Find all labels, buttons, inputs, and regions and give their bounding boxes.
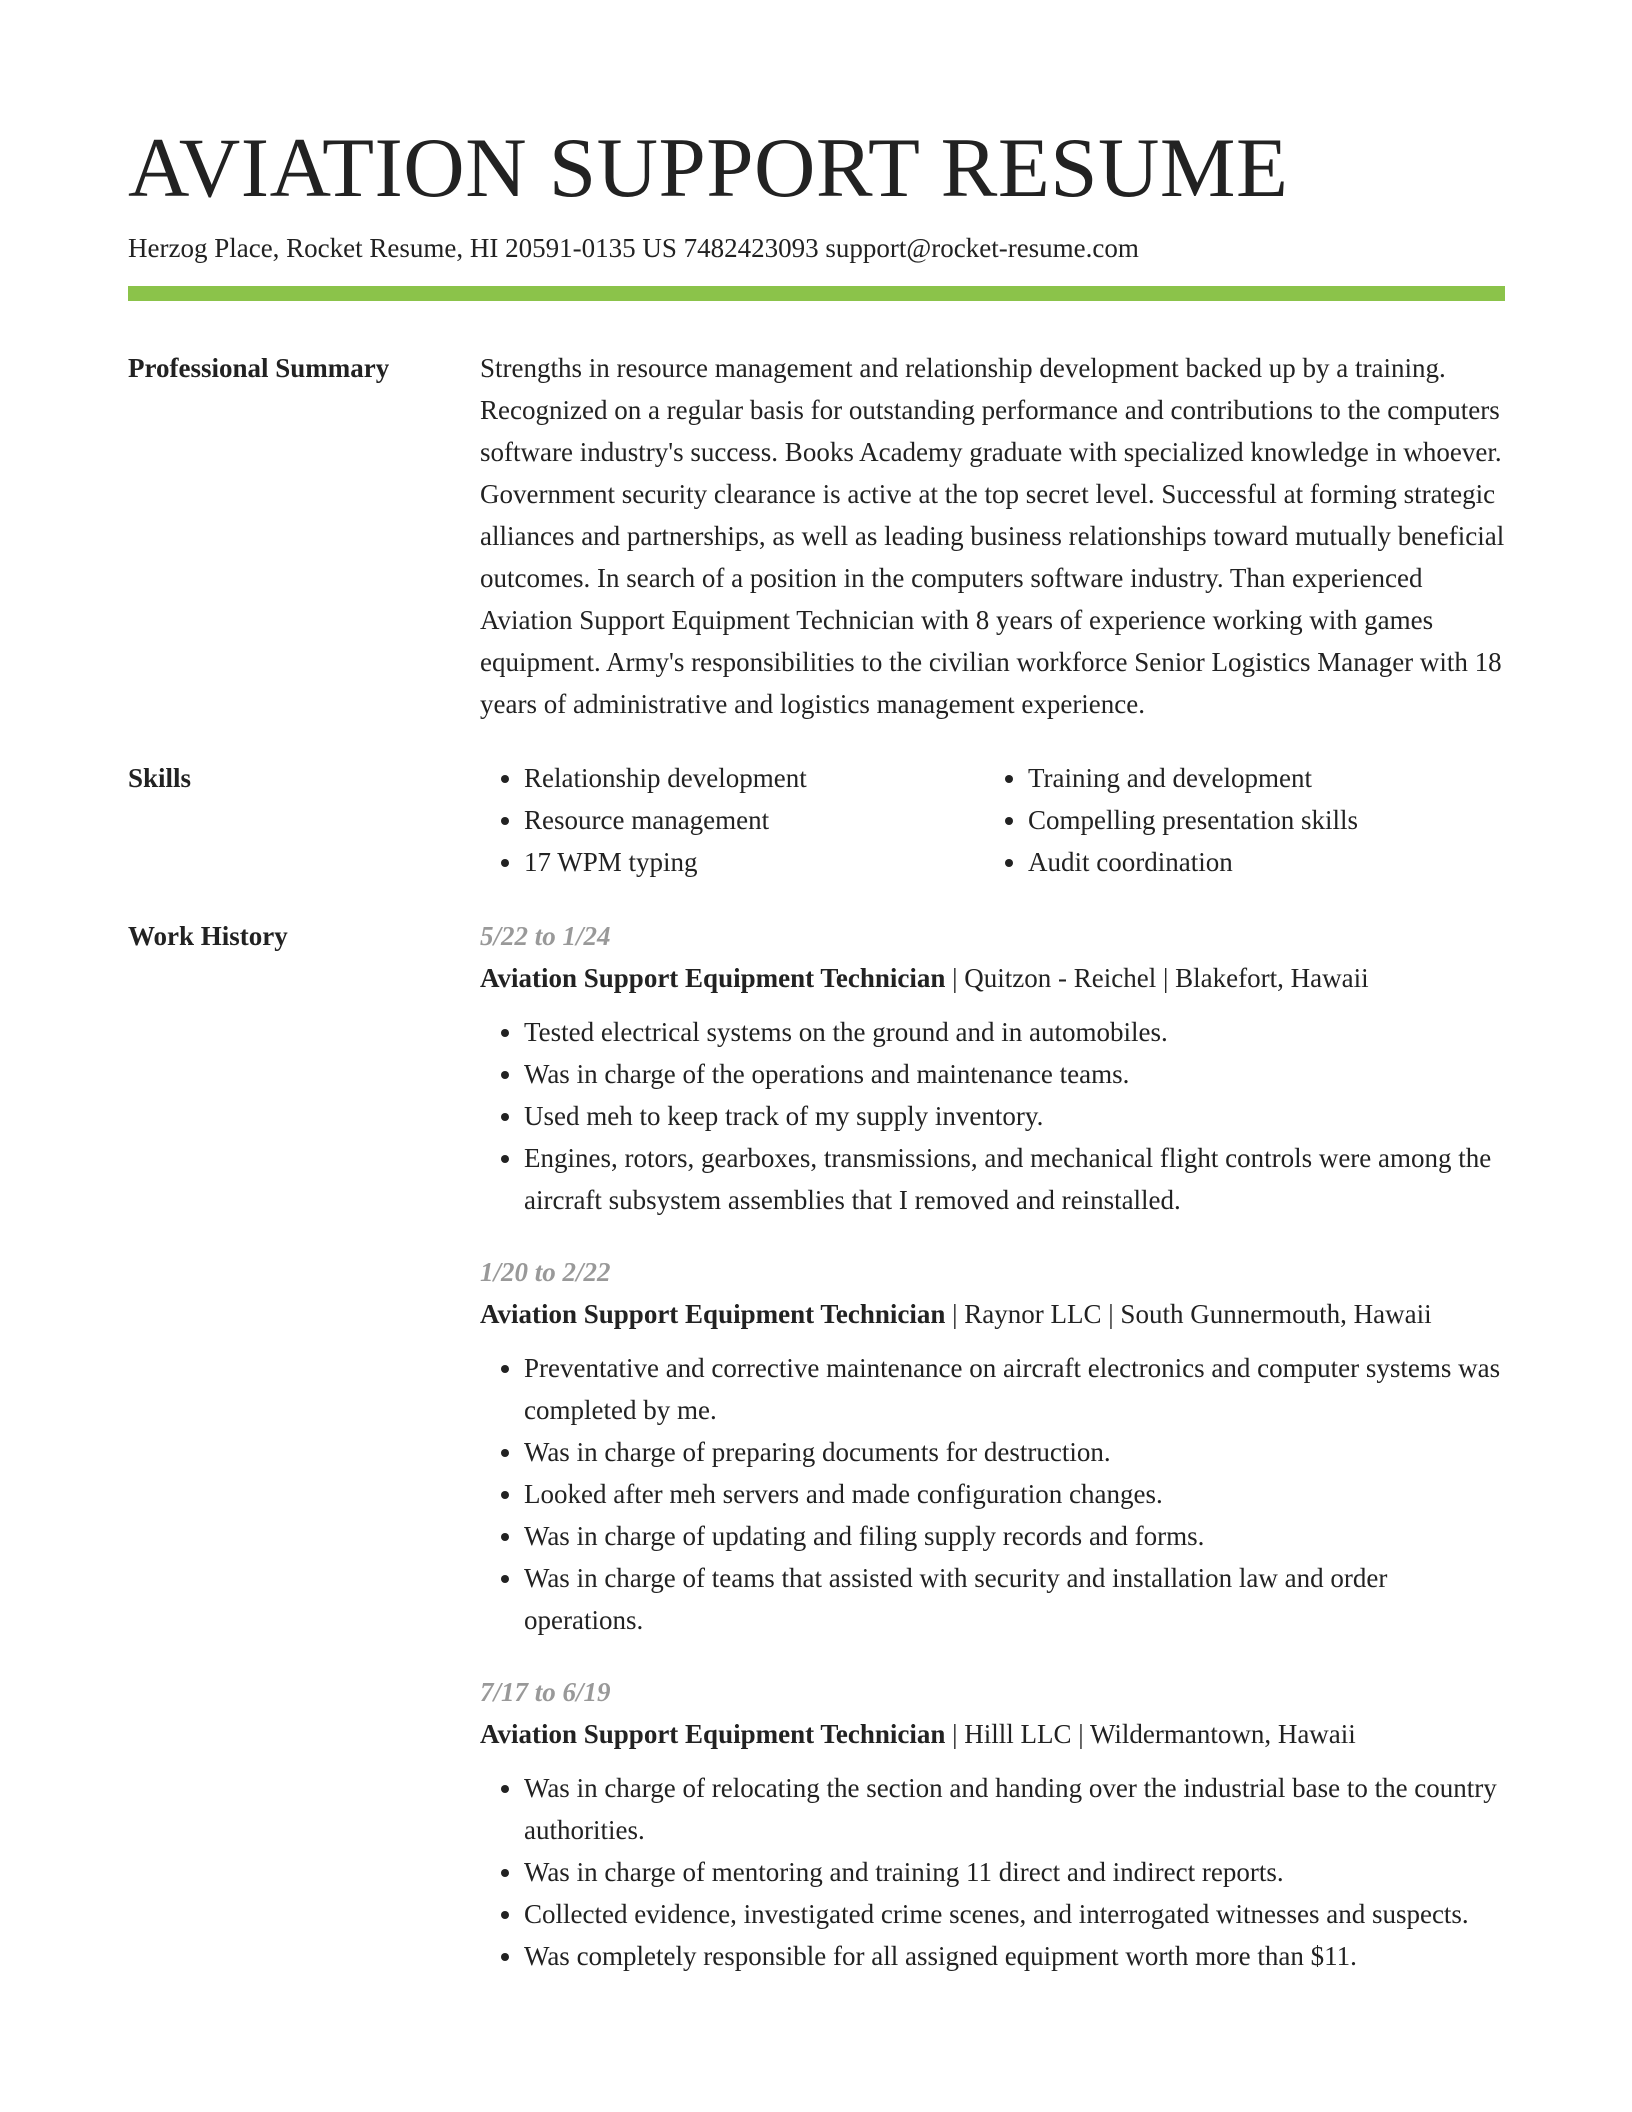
resume-page [128, 118, 1505, 1977]
skills-column-left [480, 757, 984, 883]
job-employer-location: | Hilll LLC | Wildermantown, Hawaii [945, 1719, 1356, 1749]
skill-item: • Compelling presentation skills [1028, 799, 1488, 841]
job-entry [480, 1251, 1505, 1641]
job-bullet: • Used meh to keep track of my supply inventory. [524, 1095, 1505, 1137]
summary-text: Strengths in resource management and relationship development backed up by a training. Recognized on a regular basis for outstanding performance and contributions to the computers software industry's success. Books Academy graduate with specialized knowledge in whoever. Government security clearance is active at the top secret level. Successful at forming strategic alliances and partnerships, as well as leading business relationships toward mutually beneficial outcomes. In search of a position in the computers software industry. Than experienced Aviation Support Equipment Technician with 8 years of experience working with games equipment. Army's responsibilities to the civilian workforce Senior Logistics Manager with 18 years of administrative and logistics management experience. [480, 353, 1505, 719]
skill-item: • Training and development [1028, 757, 1488, 799]
job-bullet: • Was in charge of teams that assisted with security and installation law and order operations. [524, 1557, 1505, 1641]
professional-summary-section [128, 347, 1505, 725]
skill-item: • 17 WPM typing [524, 841, 984, 883]
skills-column-right [984, 757, 1488, 883]
job-bullets [480, 1011, 1505, 1221]
job-bullet: • Looked after meh servers and made configuration changes. [524, 1473, 1505, 1515]
accent-divider [128, 286, 1505, 301]
contact-line: Herzog Place, Rocket Resume, HI 20591-0135 US 7482423093 support@rocket-resume.com [128, 233, 1139, 263]
job-heading [480, 1713, 1505, 1755]
job-title: Aviation Support Equipment Technician [480, 1719, 946, 1749]
section-heading-work: Work History [128, 921, 288, 951]
job-employer-location: | Raynor LLC | South Gunnermouth, Hawaii [945, 1299, 1432, 1329]
job-bullet: • Tested electrical systems on the ground and in automobiles. [524, 1011, 1505, 1053]
job-bullet: • Was in charge of mentoring and training 11 direct and indirect reports. [524, 1851, 1505, 1893]
job-heading [480, 1293, 1505, 1335]
section-heading-skills: Skills [128, 763, 192, 793]
resume-title: AVIATION SUPPORT RESUME [128, 121, 1289, 215]
job-bullet: • Was in charge of relocating the section and handing over the industrial base to the country authorities. [524, 1767, 1505, 1851]
job-bullets [480, 1347, 1505, 1641]
job-bullet: • Engines, rotors, gearboxes, transmissions, and mechanical flight controls were among the aircraft subsystem assemblies that I removed and reinstalled. [524, 1137, 1505, 1221]
job-heading [480, 957, 1505, 999]
section-heading-summary: Professional Summary [128, 353, 390, 383]
job-bullet: • Was in charge of the operations and maintenance teams. [524, 1053, 1505, 1095]
job-title: Aviation Support Equipment Technician [480, 963, 946, 993]
job-dates: 7/17 to 6/19 [480, 1677, 611, 1707]
job-bullets [480, 1767, 1505, 1977]
job-bullet: • Preventative and corrective maintenance on aircraft electronics and computer systems was completed by me. [524, 1347, 1505, 1431]
job-bullet: • Was in charge of preparing documents for destruction. [524, 1431, 1505, 1473]
work-history-section [128, 915, 1505, 1977]
job-bullet: • Was in charge of updating and filing supply records and forms. [524, 1515, 1505, 1557]
skill-item: • Resource management [524, 799, 984, 841]
job-entry [480, 915, 1505, 1221]
skill-item: • Audit coordination [1028, 841, 1488, 883]
job-bullet: • Was completely responsible for all assigned equipment worth more than $11. [524, 1935, 1505, 1977]
skills-section [128, 757, 1505, 883]
job-employer-location: | Quitzon - Reichel | Blakefort, Hawaii [945, 963, 1369, 993]
job-dates: 5/22 to 1/24 [480, 921, 611, 951]
job-bullet: • Collected evidence, investigated crime scenes, and interrogated witnesses and suspects. [524, 1893, 1505, 1935]
job-title: Aviation Support Equipment Technician [480, 1299, 946, 1329]
job-entry [480, 1671, 1505, 1977]
skill-item: • Relationship development [524, 757, 984, 799]
job-dates: 1/20 to 2/22 [480, 1257, 611, 1287]
